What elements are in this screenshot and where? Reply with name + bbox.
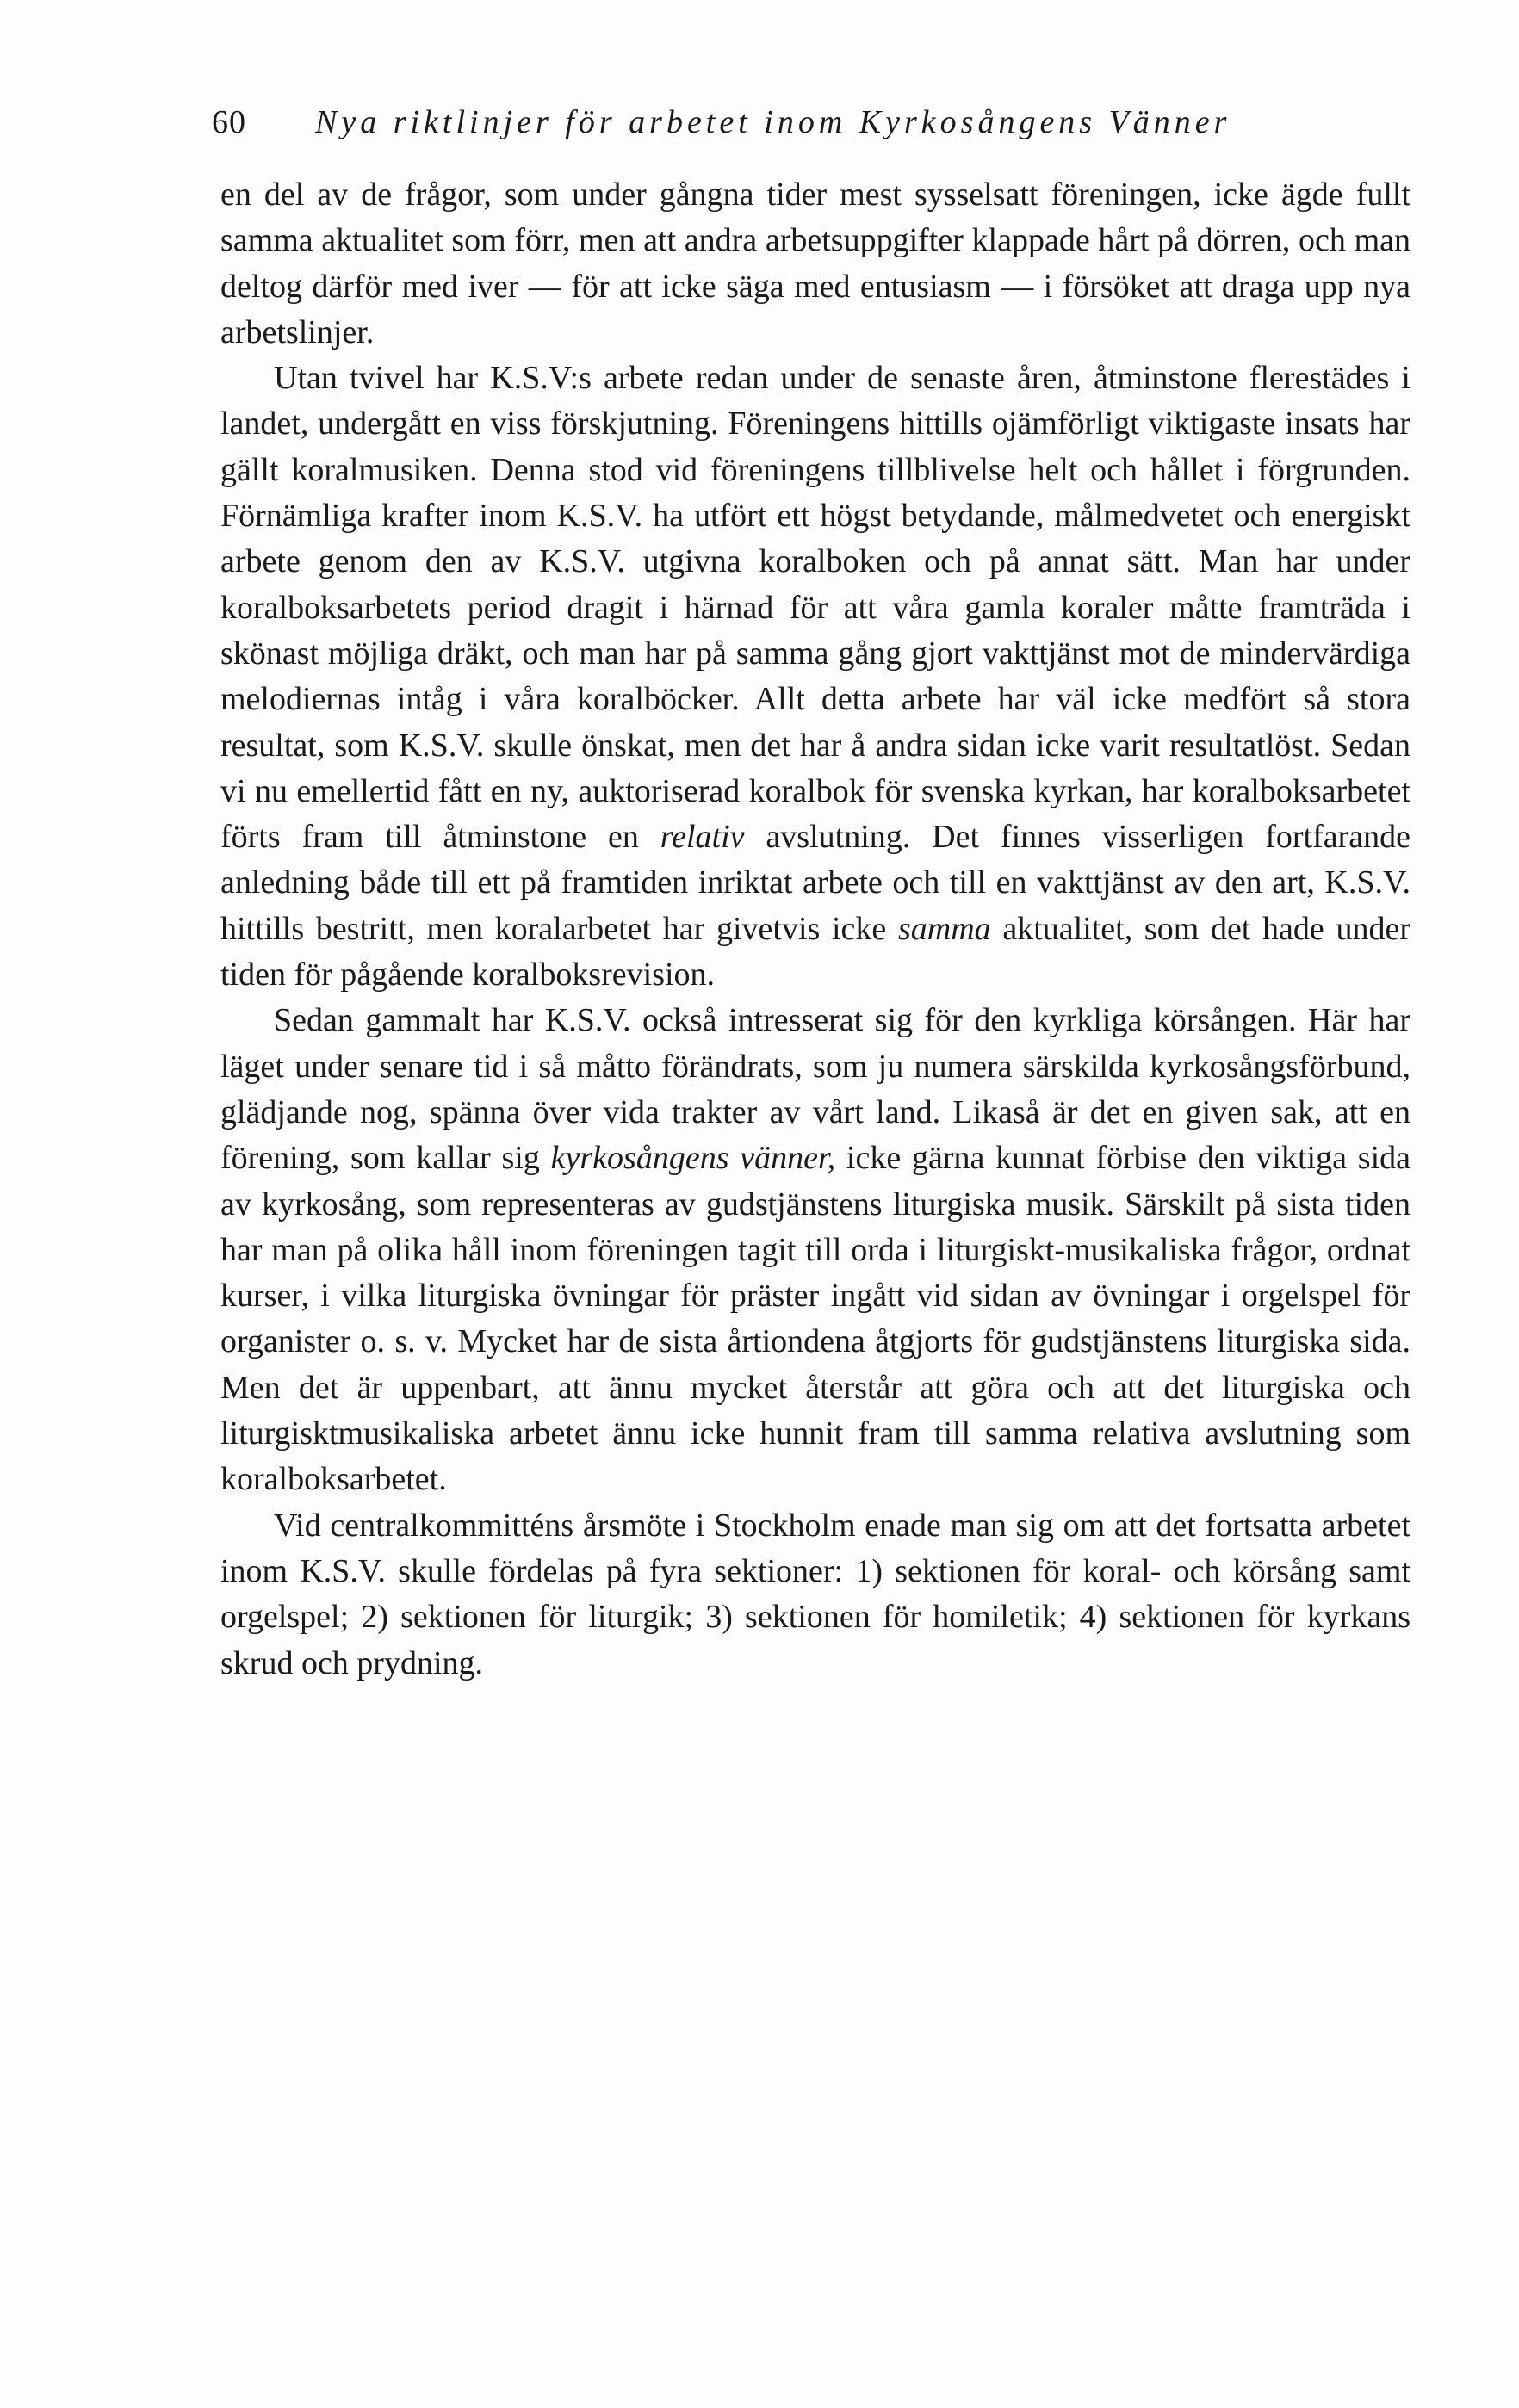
page-header <box>212 96 1323 148</box>
paragraph-3-text-b: icke gärna kunnat förbise den viktiga sida av kyrkosång, som representeras av gudstjänstens liturgiska musik. Särskilt på sista tiden har man på olika håll inom föreningen tagit till orda i liturgiskt-musikaliska frågor, ordnat kurser, i vilka liturgiska övningar för präster ingått vid sidan av övningar i orgelspel för organister o. s. v. Mycket har de sista årtiondena åtgjorts för gudstjänstens liturgiska sida. Men det är uppenbart, att ännu mycket återstår att göra och att det liturgiska och liturgisktmusikaliska arbetet ännu icke hunnit fram till samma relativa avslutning som koralboksarbetet. <box>220 1140 1410 1498</box>
paragraph-3-text-a: Sedan gammalt har K.S.V. också intresserat sig för den kyrkliga körsången. Här har läget under senare tid i så måtto förändrats, som ju numera särskilda kyrkosångsförbund, glädjande nog, spänna över vida trakter av vårt land. Likaså är det en given sak, att en förening, som kallar sig <box>220 1002 1410 1177</box>
body-text <box>220 172 1410 1687</box>
paragraph-4 <box>220 1503 1410 1687</box>
emphasis-kyrkosangens-vanner: kyrkosångens vänner, <box>550 1140 836 1177</box>
paragraph-2-text-c: aktualitet, som det hade under tiden för pågående koralboksrevision. <box>220 910 1410 994</box>
paragraph-1-text: en del av de frågor, som under gångna tider mest sysselsatt föreningen, icke ägde fullt samma aktualitet som förr, men att andra arbetsuppgifter klappade hårt på dörren, och man deltog därför med iver — för att icke säga med entusiasm — i försöket att draga upp nya arbetslinjer. <box>220 176 1410 350</box>
paragraph-3 <box>220 998 1410 1502</box>
emphasis-samma: samma <box>897 910 991 947</box>
paragraph-1 <box>220 172 1410 356</box>
paragraph-2-text-b: avslutning. Det finnes visserligen fortfarande anledning både till ett på framtiden inriktat arbete och till en vakttjänst av den art, K.S.V. hittills bestritt, men koralarbetet har givetvis icke <box>220 819 1410 947</box>
page-number: 60 <box>212 104 246 140</box>
paragraph-4-text: Vid centralkommitténs årsmöte i Stockholm enade man sig om att det fortsatta arbetet inom K.S.V. skulle fördelas på fyra sektioner: 1) sektionen för koral- och körsång samt orgelspel; 2) sektionen för liturgik; 3) sektionen för homiletik; 4) sektionen för kyrkans skrud och prydning. <box>220 1507 1410 1681</box>
paragraph-2-text-a: Utan tvivel har K.S.V:s arbete redan under de senaste åren, åtminstone flerestädes i landet, undergått en viss förskjutning. Föreningens hittills ojämförligt viktigaste insats har gällt koralmusiken. Denna stod vid föreningens tillblivelse helt och hållet i förgrunden. Förnämliga krafter inom K.S.V. ha utfört ett högst betydande, målmedvetet och energiskt arbete genom den av K.S.V. utgivna koralboken och på annat sätt. Man har under koralboksarbetets period dragit i härnad för att våra gamla koraler måtte framträda i skönast möjliga dräkt, och man har på samma gång gjort vakttjänst mot de mindervärdiga melodiernas intåg i våra koralböcker. Allt detta arbete har väl icke medfört så stora resultat, som K.S.V. skulle önskat, men det har å andra sidan icke varit resultatlöst. Sedan vi nu emellertid fått en ny, auktoriserad koralbok för svenska kyrkan, har koralboksarbetet förts fram till åtminstone en <box>220 360 1410 856</box>
running-title: Nya riktlinjer för arbetet inom Kyrkosångens Vänner <box>315 104 1231 140</box>
paragraph-2 <box>220 356 1410 998</box>
emphasis-relativ: relativ <box>660 819 745 856</box>
